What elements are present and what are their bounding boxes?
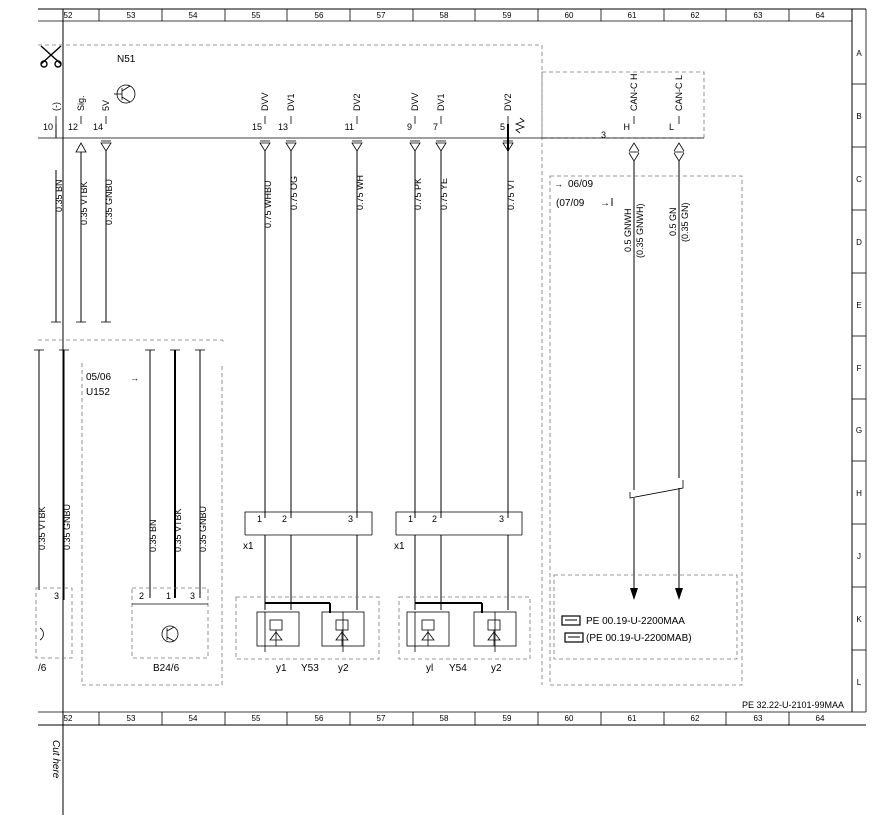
connector-label: x1 (243, 541, 254, 552)
pin-number: L (668, 122, 674, 132)
wire-label: 0.35 VTBK (37, 506, 47, 550)
col-label-top: 58 (439, 11, 449, 20)
arrow-icon: → (554, 179, 563, 189)
pin-number: 5 (499, 122, 505, 132)
wire-label: 0.35 BN (54, 179, 64, 212)
valve-label: y1 (276, 663, 287, 674)
scissors-icon (41, 46, 61, 67)
row-label: J (857, 552, 861, 561)
pin-number: 10 (42, 122, 53, 132)
row-label: H (856, 489, 862, 498)
pin-number: 13 (277, 122, 288, 132)
pin-signal: CAN-C H (629, 73, 639, 111)
wire-label: (0.35 GNWH) (635, 203, 645, 258)
pin-number: 15 (251, 122, 262, 132)
col-label-top: 62 (690, 11, 700, 20)
col-label-bottom: 61 (627, 714, 637, 723)
row-label: D (856, 238, 862, 247)
col-label-top: 63 (753, 11, 763, 20)
sensor-icon (40, 628, 43, 640)
col-label-bottom: 62 (690, 714, 700, 723)
col-label-bottom: 59 (502, 714, 512, 723)
valve-label: y2 (338, 663, 349, 674)
wire-label: 0.35 GNBU (104, 178, 114, 225)
pin-number: 12 (67, 122, 78, 132)
solenoid-valve-icon (336, 620, 348, 646)
pin-signal: DV1 (286, 93, 296, 111)
pin-stubs (56, 116, 679, 124)
x1-connector-left (245, 512, 372, 535)
component-label: B24/6 (153, 663, 180, 674)
y53-outline (236, 597, 379, 659)
col-label-bottom: 60 (564, 714, 574, 723)
col-label-bottom: 55 (251, 714, 261, 723)
col-label-bottom: 54 (188, 714, 198, 723)
col-label-top: 60 (564, 11, 574, 20)
pin-number: 3 (190, 591, 196, 601)
pin-signal: (-) (51, 102, 61, 111)
col-label-bottom: 52 (63, 714, 73, 723)
row-label: F (856, 364, 862, 373)
pin-number: 2 (432, 514, 438, 524)
pin-number: 7 (432, 122, 438, 132)
pin-number: 3 (54, 591, 60, 601)
pin-signal: DVV (410, 92, 420, 111)
col-label-top: 55 (251, 11, 261, 20)
solenoid-valve-icon (422, 620, 434, 646)
col-label-top: 56 (314, 11, 324, 20)
reference-link[interactable]: (PE 00.19-U-2200MAB) (586, 633, 692, 644)
pin-signal: DV2 (503, 93, 513, 111)
pin-signal: Sig. (76, 95, 86, 111)
transistor-icon (114, 85, 135, 103)
pin-number: 3 (499, 514, 505, 524)
wire-label: 0.75 PK (413, 177, 423, 210)
reference-icon (565, 633, 583, 642)
wire-label: 0.5 GN (668, 207, 678, 236)
can-variant-outline (550, 176, 742, 685)
wire-label: 0.75 VT (506, 178, 516, 210)
pin-number: 1 (257, 514, 263, 524)
wire-label: 0.35 VTBK (79, 181, 89, 225)
row-label: A (856, 49, 862, 58)
row-label: B (856, 112, 862, 121)
date-note: (07/09 (556, 198, 585, 209)
wire-label: 0.75 YE (439, 178, 449, 210)
date-note: 05/06 (86, 372, 112, 383)
reference-link[interactable]: PE 00.19-U-2200MAA (586, 616, 685, 627)
wire-label: 0.35 GNBU (198, 505, 208, 552)
column-ruler (99, 9, 789, 725)
pin-signal: DV2 (352, 93, 362, 111)
col-label-top: 54 (188, 11, 198, 20)
valve-block-label: Y53 (301, 663, 319, 674)
pin-number: 2 (139, 591, 145, 601)
pin-number: 3 (600, 130, 606, 140)
arrow-icon: → (130, 373, 139, 383)
sensor-group-outline (38, 340, 225, 343)
pin-number: 1 (408, 514, 414, 524)
wire-label: (0.35 GN) (680, 202, 690, 242)
pin-number: 9 (406, 122, 412, 132)
row-label: L (856, 678, 862, 687)
arrow-icon: → (600, 198, 610, 209)
row-label: E (856, 301, 862, 310)
component-label: /6 (38, 663, 47, 674)
cut-here-label: Cut here (50, 740, 61, 779)
n51-label: N51 (117, 54, 136, 65)
pin-number: 3 (348, 514, 354, 524)
connector-label: x1 (394, 541, 405, 552)
pin-number: 14 (92, 122, 103, 132)
wire-label: 0.75 WHBU (263, 180, 273, 228)
wire-label: 0.35 GNBU (62, 503, 72, 550)
sensor-transistor-icon (162, 626, 178, 642)
solenoid-valve-icon (488, 620, 500, 646)
col-label-bottom: 58 (439, 714, 449, 723)
pin-number: H (623, 122, 630, 132)
col-label-top: 57 (376, 11, 386, 20)
code-note: U152 (86, 387, 110, 398)
pin-signal: DV1 (436, 93, 446, 111)
date-note: 06/09 (568, 179, 594, 190)
lower-wires (34, 350, 205, 600)
connector-arrows (76, 141, 684, 161)
solenoid-valve-icon (270, 620, 282, 646)
valve-label: yl (426, 663, 434, 674)
pin-number: 2 (282, 514, 288, 524)
col-label-top: 59 (502, 11, 512, 20)
sheet-reference: PE 32.22-U-2101-99MAA (742, 700, 845, 710)
col-label-bottom: 64 (815, 714, 825, 723)
y54-outline (399, 597, 530, 659)
pin-signal: 5V (101, 99, 111, 111)
col-label-bottom: 53 (126, 714, 136, 723)
col-label-top: 53 (126, 11, 136, 20)
row-label: C (856, 175, 862, 184)
wires (51, 124, 683, 600)
col-label-bottom: 56 (314, 714, 324, 723)
valve-block-label: Y54 (449, 663, 467, 674)
wire-label: 0.5 GNWH (623, 208, 633, 252)
pin-number: 11 (344, 122, 354, 132)
reference-icon (562, 616, 580, 625)
wire-label: 0.35 BN (148, 519, 158, 552)
wire-label: 0.75 OG (289, 175, 299, 210)
wire-label: 0.35 VTBK (173, 508, 183, 552)
x1-to-valve-wires (265, 535, 508, 610)
col-label-top: 52 (63, 11, 73, 20)
col-label-top: 64 (815, 11, 825, 20)
col-label-top: 61 (627, 11, 637, 20)
row-label: K (856, 615, 862, 624)
pin-signal: DVV (260, 92, 270, 111)
col-label-bottom: 63 (753, 714, 763, 723)
row-label: G (855, 426, 863, 435)
wire-label: 0.75 WH (355, 174, 365, 210)
valve-label: y2 (491, 663, 502, 674)
pin-signal: CAN-C L (674, 74, 684, 111)
resistor-icon (516, 118, 524, 133)
col-label-bottom: 57 (376, 714, 386, 723)
pin-number: 1 (166, 591, 172, 601)
